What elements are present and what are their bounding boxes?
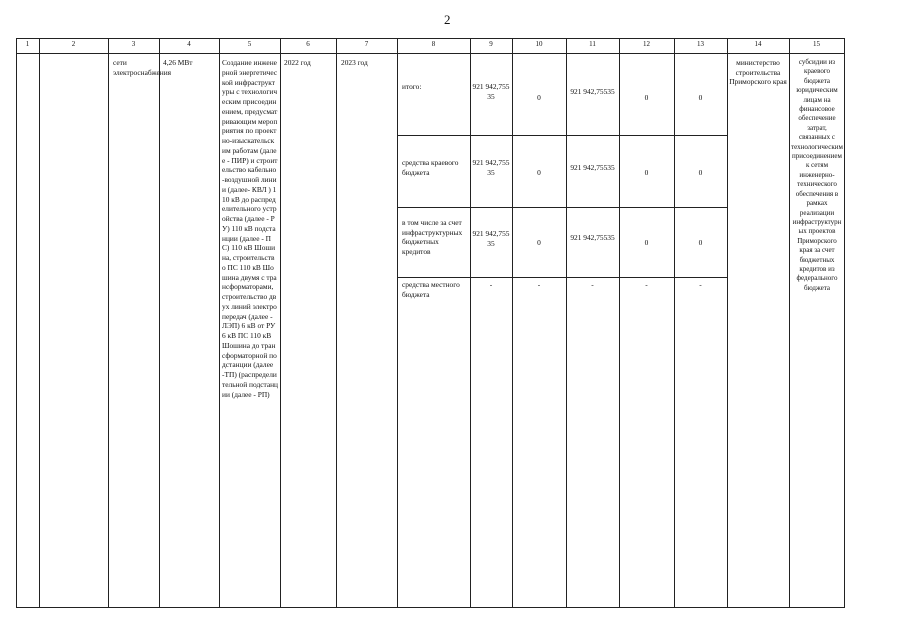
subrow-value: 0 (698, 93, 703, 102)
subrow-value: 0 (644, 168, 649, 177)
col-line (566, 38, 567, 608)
subrow-value: - (591, 280, 594, 289)
subrow-value: 0 (537, 238, 541, 247)
subrow-value: 921 942,75535 (570, 233, 615, 242)
header-col-3: 3 (131, 40, 136, 48)
header-col-2: 2 (71, 40, 76, 48)
cell-start-year: 2022 год (284, 58, 311, 67)
col-line (512, 38, 513, 608)
header-col-7: 7 (364, 40, 369, 48)
header-col-4: 4 (187, 40, 191, 48)
subrow-value: 0 (698, 168, 703, 177)
header-col-9: 9 (489, 40, 493, 48)
col-line (336, 38, 337, 608)
subrow-value: 0 (644, 93, 649, 102)
subrow-divider-2 (397, 207, 727, 208)
header-bottom-border (16, 53, 844, 54)
subrow-value: - (537, 280, 541, 289)
subrow-value: - (645, 280, 648, 289)
subrow-label: в том числе за счет инфраструктурных бюджетных кредитов (402, 218, 463, 256)
col-line (619, 38, 620, 608)
cell-end-year: 2023 год (341, 58, 368, 67)
cell-funding-notes: субсидии из краевого бюджета юридическим лицам на финансовое обеспечение затрат, связанных с технологическим присоединением к сетям инженерно-технического обеспечения в рамках реализации инфраструктурных проектов Приморского края за счет бюджетных кредитов из федерального бюджета (791, 58, 843, 292)
cell-responsible-ministry: министерство строительства Приморского края (729, 58, 787, 87)
col-line (727, 38, 728, 608)
subrow-label: средства краевого бюджета (402, 158, 459, 177)
col-line (16, 38, 17, 608)
table-bottom-border (16, 607, 844, 608)
cell-object-type: сети электроснабжения (113, 58, 172, 77)
subrow-value: 0 (644, 238, 649, 247)
header-col-14: 14 (754, 40, 762, 48)
col-line (39, 38, 40, 608)
cell-description: Создание инженерной энергетической инфраструктуры с технологическим присоединением, предусматривающим мероприятия по проектно-изыскательским работам (далее - ПИР) и строительство кабельно-воздушной линии (далее- КВЛ ) 110 кВ до распределительного устройства (далее - РУ) 110 кВ подстанции (далее - ПС) 110 кВ Шошина, строительство ПС 110 кВ Шошина двумя с трансформаторами, строительство двух линий электропередач (далее - ЛЭП) 6 кВ от РУ 6 кВ ПС 110 кВ Шошина до трансформаторной подстанции (далее -ТП) (распределительной подстанции (далее - РП) (222, 58, 279, 399)
col-line (789, 38, 790, 608)
table-top-border (16, 38, 844, 39)
subrow-value: - (699, 280, 702, 289)
header-col-8: 8 (431, 40, 436, 48)
page-number: 2 (444, 12, 451, 27)
header-col-15: 15 (813, 40, 820, 48)
header-col-11: 11 (589, 40, 596, 48)
subrow-label: итого: (402, 82, 422, 91)
subrow-divider-1 (397, 135, 727, 136)
header-col-13: 13 (697, 40, 704, 48)
subrow-label: средства местного бюджета (402, 280, 460, 299)
subrow-value: 0 (537, 93, 541, 102)
subrow-divider-3 (397, 277, 727, 278)
header-col-1: 1 (25, 40, 30, 48)
col-line (674, 38, 675, 608)
subrow-value: 0 (698, 238, 703, 247)
col-line (397, 38, 398, 608)
cell-capacity: 4,26 МВт (163, 58, 193, 67)
header-col-6: 6 (306, 40, 310, 48)
subrow-value: 921 942,75535 (570, 163, 615, 172)
header-col-12: 12 (643, 40, 650, 48)
col-line (280, 38, 281, 608)
subrow-value: 921 942,75535 (570, 87, 615, 96)
col-line (844, 38, 845, 608)
subrow-total-value: 921 942,75535 (472, 158, 510, 177)
col-line (470, 38, 471, 608)
header-col-10: 10 (535, 40, 543, 48)
col-line (108, 38, 109, 608)
subrow-value: 0 (537, 168, 541, 177)
header-col-5: 5 (247, 40, 252, 48)
col-line (159, 38, 160, 608)
col-line (219, 38, 220, 608)
subrow-value: - (489, 280, 493, 289)
subrow-total-value: 921 942,75535 (472, 229, 510, 248)
subrow-total-value: 921 942,75535 (472, 82, 510, 101)
